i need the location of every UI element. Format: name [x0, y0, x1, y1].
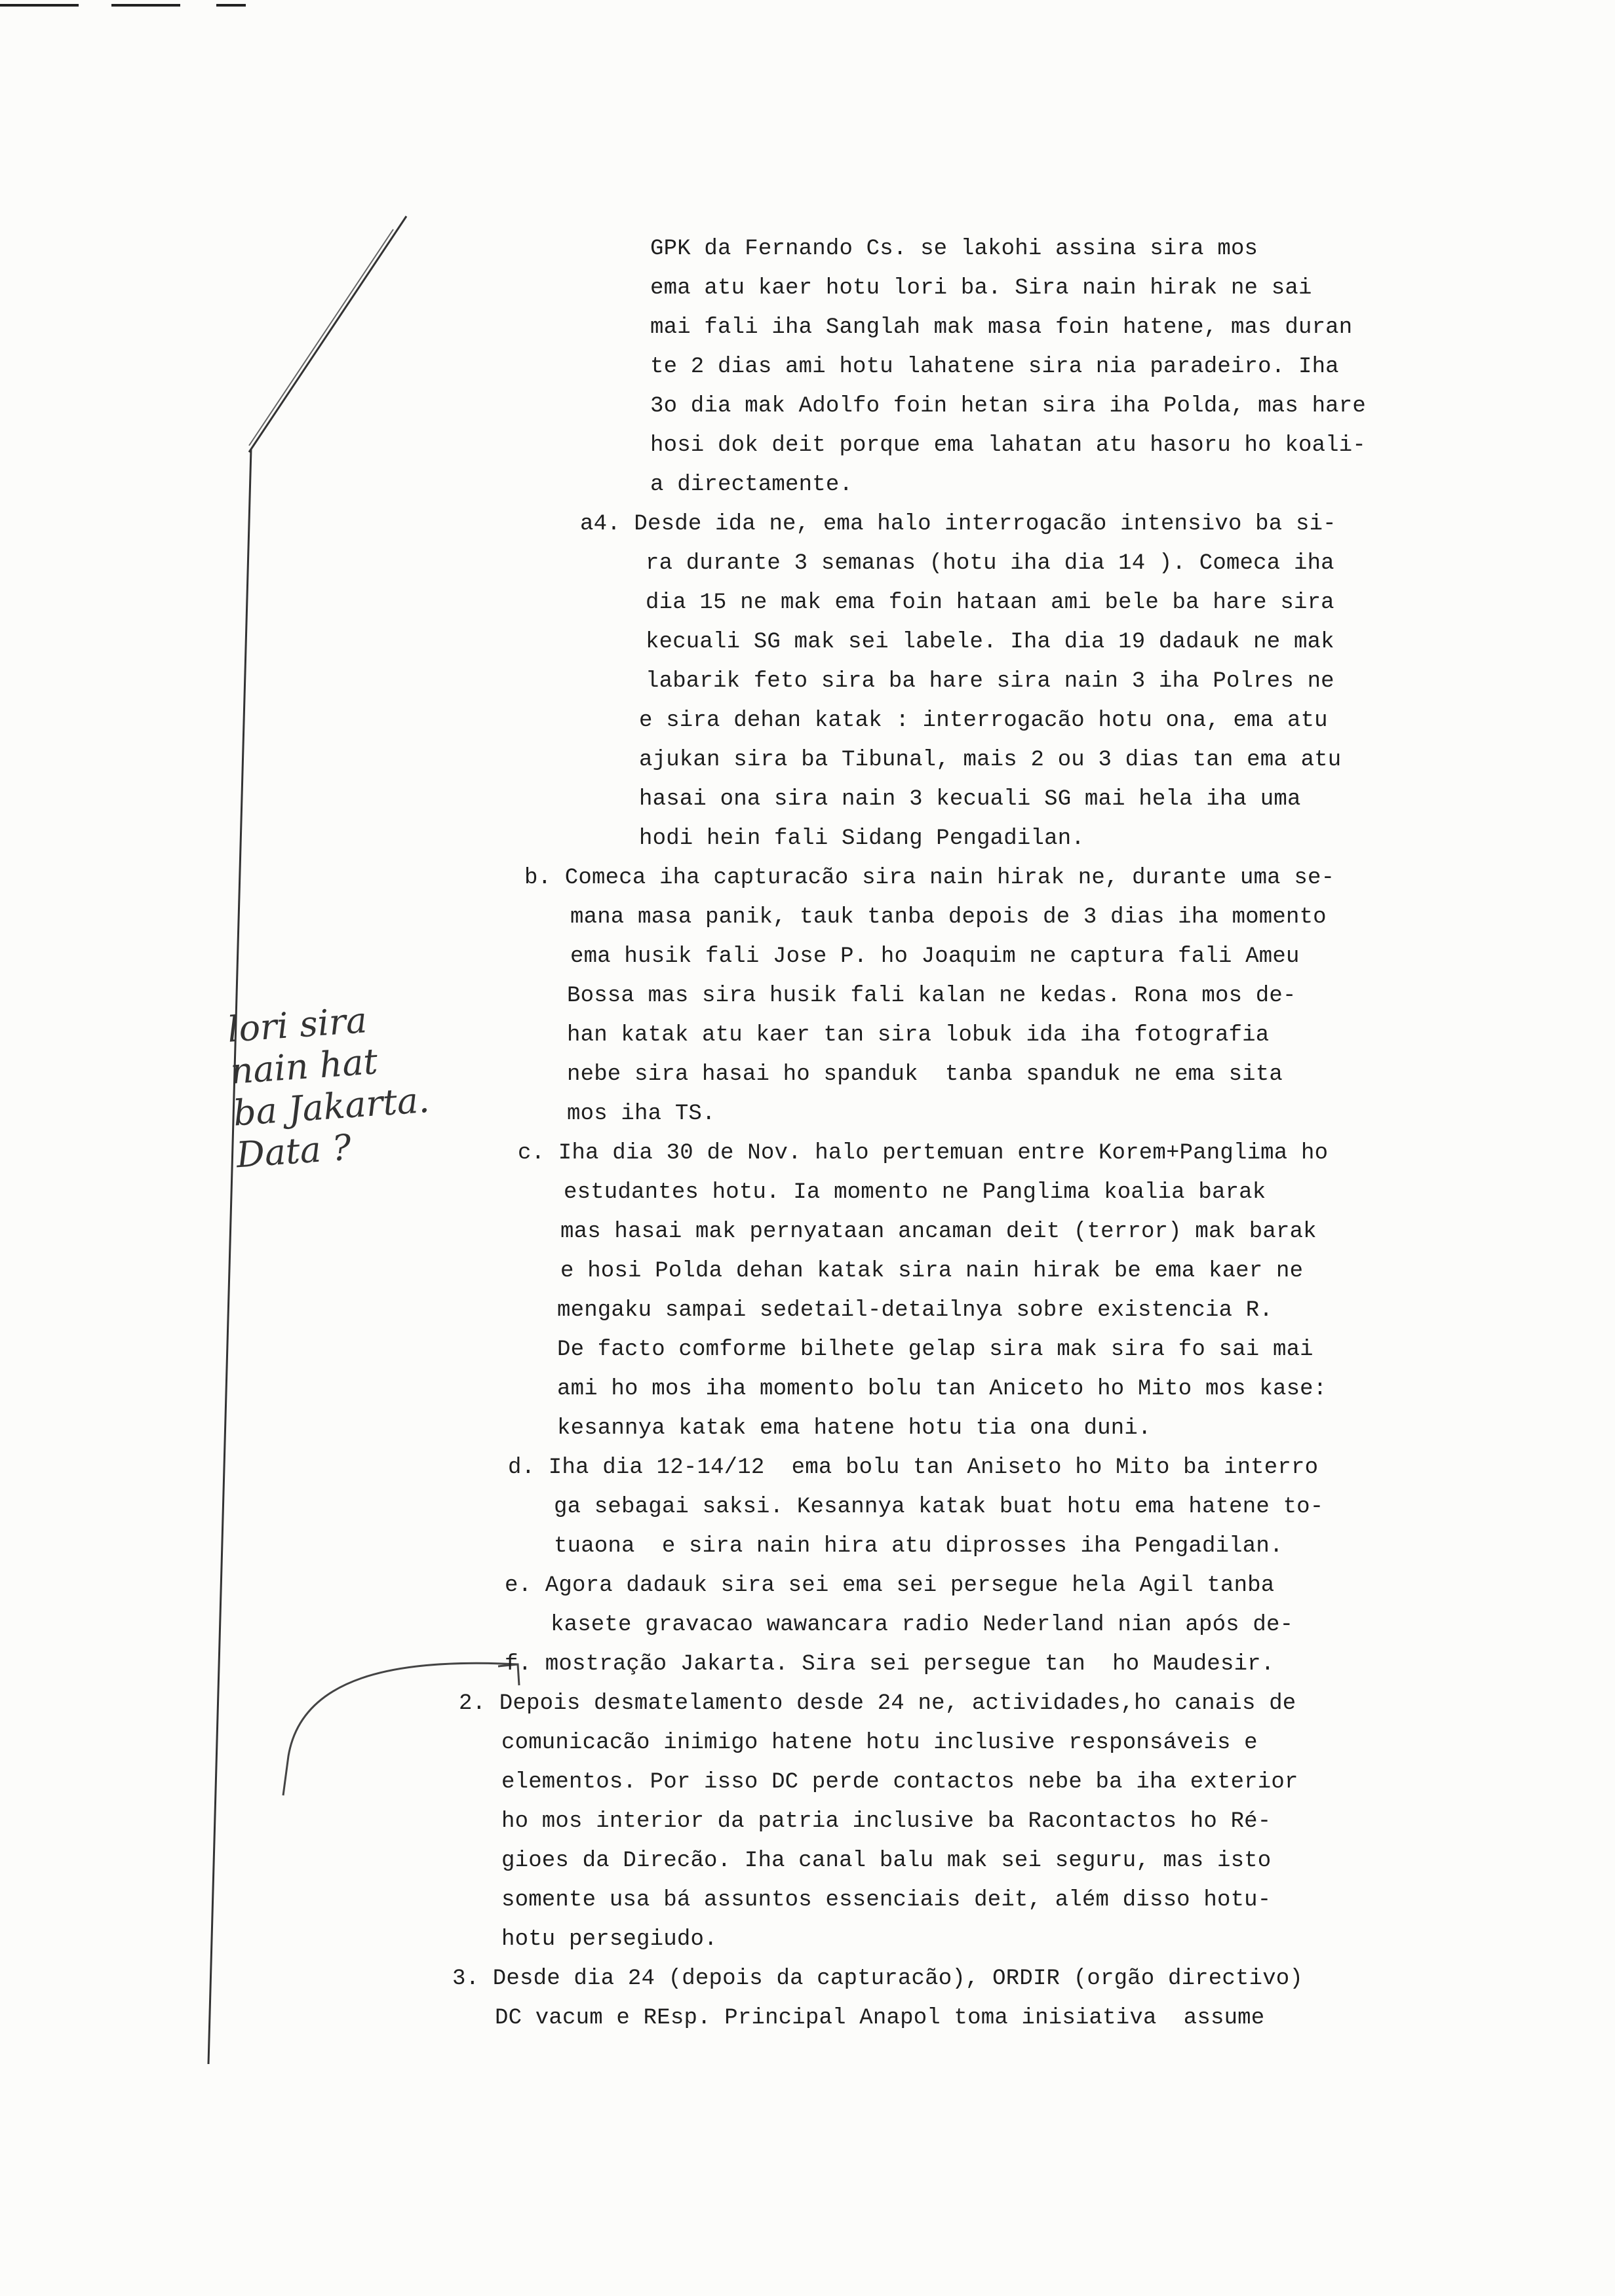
scan-edge-line: [249, 216, 406, 452]
text-line: labarik feto sira ba hare sira nain 3 iha Polres ne: [646, 669, 1334, 694]
scan-edge-line: [249, 229, 393, 446]
text-line: f. mostração Jakarta. Sira sei persegue tan ho Maudesir.: [505, 1652, 1275, 1677]
text-line: gioes da Direcão. Iha canal balu mak sei seguru, mas isto: [501, 1848, 1272, 1873]
text-line: elementos. Por isso DC perde contactos nebe ba iha exterior: [501, 1770, 1298, 1795]
text-line: tuaona e sira nain hira atu diprosses iha Pengadilan.: [554, 1534, 1283, 1559]
text-line: 3. Desde dia 24 (depois da capturacão), ORDIR (orgão directivo): [452, 1966, 1304, 1991]
margin-note-line: Data ?: [235, 1126, 353, 1176]
text-line: a4. Desde ida ne, ema halo interrogacão intensivo ba si-: [580, 512, 1336, 537]
text-line: GPK da Fernando Cs. se lakohi assina sira mos: [650, 237, 1258, 261]
text-line: b. Comeca iha capturacão sira nain hirak ne, durante uma se-: [524, 866, 1335, 890]
text-line: ho mos interior da patria inclusive ba Racontactos ho Ré-: [501, 1809, 1272, 1834]
text-line: ema husik fali Jose P. ho Joaquim ne captura fali Ameu: [570, 944, 1300, 969]
scan-edge-line: [208, 449, 251, 2064]
text-line: a directamente.: [650, 472, 853, 497]
text-line: d. Iha dia 12-14/12 ema bolu tan Aniseto ho Mito ba interro: [508, 1455, 1319, 1480]
text-line: kasete gravacao wawancara radio Nederland nian após de-: [551, 1613, 1294, 1637]
margin-bracket: [283, 1663, 518, 1795]
text-line: nebe sira hasai ho spanduk tanba spanduk ne ema sita: [567, 1062, 1283, 1087]
text-line: mos iha TS.: [567, 1101, 716, 1126]
margin-note-line: nain hat: [229, 1041, 379, 1092]
text-line: ra durante 3 semanas (hotu iha dia 14 ). Comeca iha: [646, 551, 1334, 576]
text-line: ga sebagai saksi. Kesannya katak buat hotu ema hatene to-: [554, 1495, 1324, 1520]
text-line: mengaku sampai sedetail-detailnya sobre existencia R.: [557, 1298, 1273, 1323]
text-line: Bossa mas sira husik fali kalan ne kedas. Rona mos de-: [567, 984, 1296, 1008]
text-line: kecuali SG mak sei labele. Iha dia 19 dadauk ne mak: [646, 630, 1334, 655]
text-line: 3o dia mak Adolfo foin hetan sira iha Polda, mas hare: [650, 394, 1366, 419]
text-line: e hosi Polda dehan katak sira nain hirak be ema kaer ne: [560, 1259, 1304, 1284]
text-line: estudantes hotu. Ia momento ne Panglima koalia barak: [564, 1180, 1266, 1205]
text-line: hotu persegiudo.: [501, 1927, 718, 1952]
handwritten-margin-note: [226, 994, 454, 1176]
text-line: hosi dok deit porque ema lahatan atu hasoru ho koali-: [650, 433, 1366, 458]
margin-note-line: lori sira: [226, 999, 368, 1050]
text-line: kesannya katak ema hatene hotu tia ona duni.: [557, 1416, 1152, 1441]
text-line: De facto comforme bilhete gelap sira mak sira fo sai mai: [557, 1337, 1313, 1362]
text-line: dia 15 ne mak ema foin hataan ami bele ba hare sira: [646, 590, 1334, 615]
text-line: han katak atu kaer tan sira lobuk ida iha fotografia: [567, 1023, 1270, 1048]
text-line: somente usa bá assuntos essenciais deit, além disso hotu-: [501, 1888, 1272, 1913]
text-line: e sira dehan katak : interrogacão hotu ona, ema atu: [639, 708, 1328, 733]
text-line: mai fali iha Sanglah mak masa foin hatene, mas duran: [650, 315, 1353, 340]
text-line: c. Iha dia 30 de Nov. halo pertemuan entre Korem+Panglima ho: [518, 1141, 1329, 1166]
text-line: ema atu kaer hotu lori ba. Sira nain hirak ne sai: [650, 276, 1312, 301]
text-line: ajukan sira ba Tibunal, mais 2 ou 3 dias tan ema atu: [639, 748, 1342, 773]
text-line: mas hasai mak pernyataan ancaman deit (terror) mak barak: [560, 1219, 1317, 1244]
text-line: te 2 dias ami hotu lahatene sira nia paradeiro. Iha: [650, 354, 1339, 379]
text-line: mana masa panik, tauk tanba depois de 3 dias iha momento: [570, 905, 1327, 930]
text-line: 2. Depois desmatelamento desde 24 ne, actividades,ho canais de: [459, 1691, 1296, 1716]
text-line: DC vacum e REsp. Principal Anapol toma inisiativa assume: [495, 2006, 1265, 2031]
text-line: ami ho mos iha momento bolu tan Aniceto ho Mito mos kase:: [557, 1377, 1327, 1402]
text-line: comunicacão inimigo hatene hotu inclusive responsáveis e: [501, 1731, 1258, 1755]
margin-note-line: ba Jakarta.: [231, 1079, 431, 1134]
text-line: e. Agora dadauk sira sei ema sei persegue hela Agil tanba: [505, 1573, 1275, 1598]
text-line: hasai ona sira nain 3 kecuali SG mai hela iha uma: [639, 787, 1301, 812]
text-line: hodi hein fali Sidang Pengadilan.: [639, 826, 1085, 851]
